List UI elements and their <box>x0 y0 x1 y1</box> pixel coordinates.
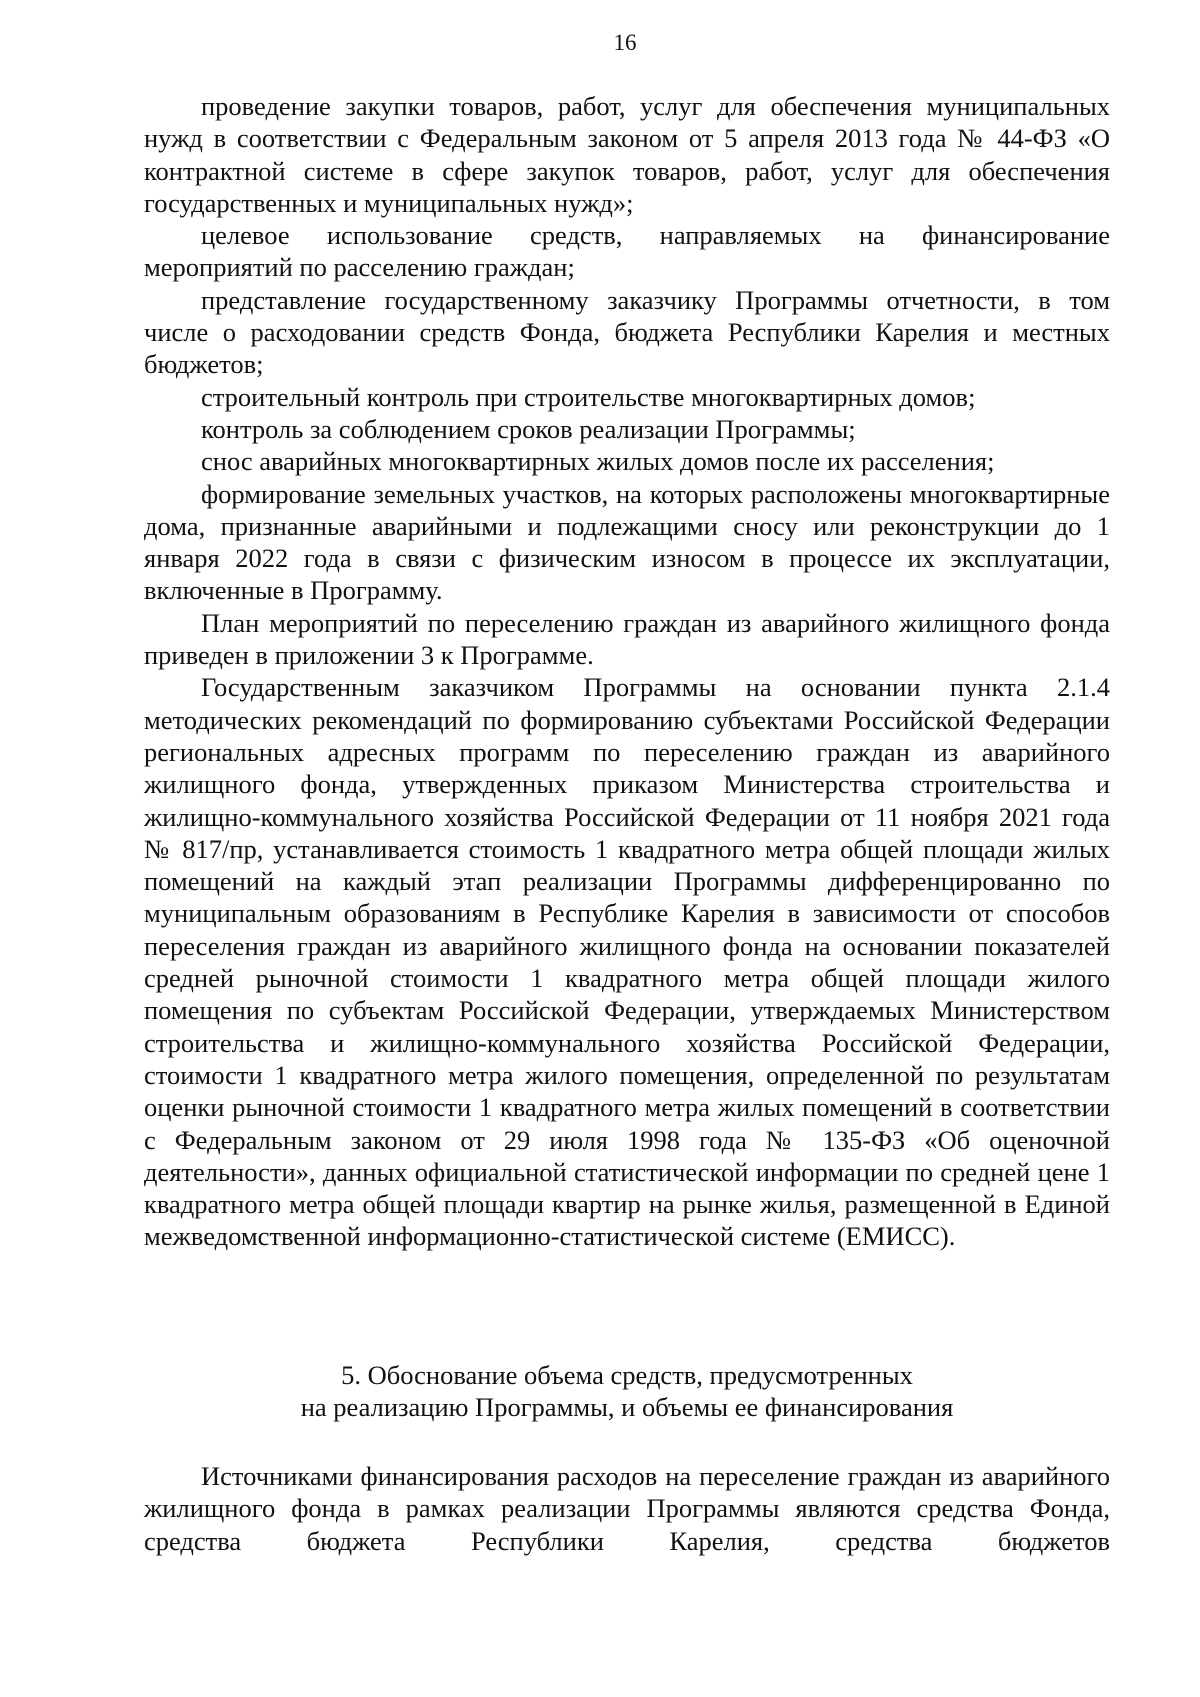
paragraph: строительный контроль при строительстве многоквартирных домов; <box>201 381 976 412</box>
paragraph: Источниками финансирования расходов на переселение граждан из аварийного жилищного фонда в рамках реализации Программы являются средства Фонда, средства бюджета Республики Карелия, средства бюджетов <box>144 1461 1110 1556</box>
paragraph: контроль за соблюдением сроков реализации Программы; <box>201 413 856 444</box>
body-text <box>144 90 1110 1253</box>
paragraph: целевое использование средств, направляемых на финансирование мероприятий по расселению граждан; <box>144 220 1110 283</box>
section-heading-line-2: на реализацию Программы, и объемы ее финансирования <box>300 1392 954 1423</box>
final-text <box>144 1460 1110 1557</box>
paragraph: проведение закупки товаров, работ, услуг для обеспечения муниципальных нужд в соответствии с Федеральным законом от 5 апреля 2013 года № 44-ФЗ «О контрактной системе в сфере закупок товаров, работ, услуг для обеспечения государственных и муниципальных нужд»; <box>144 91 1110 218</box>
paragraph: представление государственному заказчику Программы отчетности, в том числе о расходовании средств Фонда, бюджета Республики Карелия и местных бюджетов; <box>144 284 1110 380</box>
section-heading <box>144 1359 1110 1424</box>
paragraph: Государственным заказчиком Программы на основании пункта 2.1.4 методических рекомендаций по формированию субъектами Российской Федерации региональных адресных программ по переселению граждан из аварийного жилищного фонда, утвержденных приказом Министерства строительства и жилищно-коммунального хозяйства Российской Федерации от 11 ноября 2021 года № 817/пр, устанавливается стоимость 1 квадратного метра общей площади жилых помещений на каждый этап реализации Программы дифференцированно по муниципальным образованиям в Республике Карелия в зависимости от способов переселения граждан из аварийного жилищного фонда на основании показателей средней рыночной стоимости 1 квадратного метра общей площади жилого помещения по субъектам Российской Федерации, утверждаемых Министерством строительства и жилищно-коммунального хозяйства Российской Федерации, стоимости 1 квадратного метра жилого помещения, определенной по результатам оценки рыночной стоимости 1 квадратного метра жилых помещений в соответствии с Федеральным законом от 29 июля 1998 года № 135-ФЗ «Об оценочной деятельности», данных официальной статистической информации по средней цене 1 квадратного метра общей площади квартир на рынке жилья, размещенной в Единой межведомственной информационно-статистической системе (ЕМИСС). <box>144 672 1110 1252</box>
page-number: 16 <box>613 30 637 55</box>
paragraph: снос аварийных многоквартирных жилых домов после их расселения; <box>201 446 995 477</box>
paragraph: План мероприятий по переселению граждан из аварийного жилищного фонда приведен в приложении 3 к Программе. <box>144 607 1110 671</box>
section-heading-line-1: 5. Обоснование объема средств, предусмотренных <box>341 1360 913 1390</box>
paragraph: формирование земельных участков, на которых расположены многоквартирные дома, признанные аварийными и подлежащими сносу или реконструкции до 1 января 2022 года в связи с физическим износом в процессе их эксплуатации, включенные в Программу. <box>144 478 1110 606</box>
